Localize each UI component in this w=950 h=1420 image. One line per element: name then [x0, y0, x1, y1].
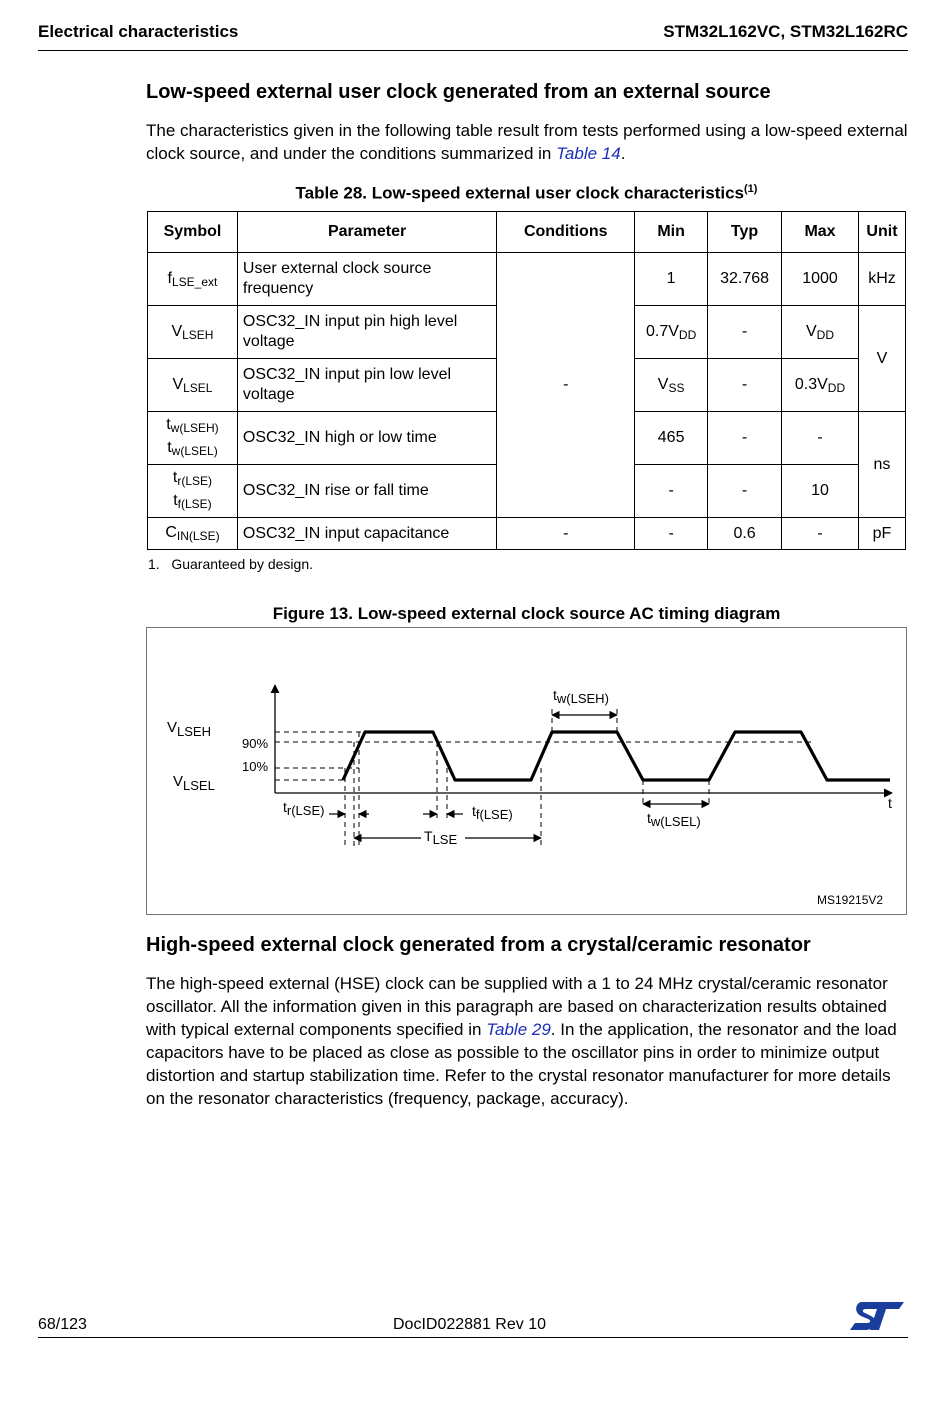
st-logo-icon	[848, 1300, 906, 1332]
footer-rule	[38, 1337, 908, 1338]
reference-dashed-lines	[275, 708, 815, 846]
parameter-cell: OSC32_IN input pin high level voltage	[237, 306, 496, 359]
min-cell: 465	[635, 412, 708, 465]
symbol-text-2: t	[167, 439, 172, 456]
parameter-cell: OSC32_IN input pin low level voltage	[237, 359, 496, 412]
parameter-cell: User external clock source frequency	[237, 253, 496, 306]
symbol-sub: LSEH	[182, 327, 214, 342]
parameter-cell: OSC32_IN high or low time	[237, 412, 496, 465]
max-text: V	[805, 322, 817, 340]
unit-merged-cell-v: V	[858, 306, 905, 412]
parameter-cell: OSC32_IN rise or fall time	[237, 465, 496, 518]
symbol-sub: IN(LSE)	[176, 529, 220, 543]
min-cell	[635, 359, 708, 412]
label-10pct: 10%	[242, 759, 269, 774]
max-cell: -	[782, 518, 859, 550]
max-cell: 10	[782, 465, 859, 518]
lse-intro-paragraph	[146, 119, 911, 165]
table28-footnote: 1. Guaranteed by design.	[148, 556, 313, 572]
col-header-conditions: Conditions	[497, 212, 635, 253]
figure13-caption: Figure 13. Low-speed external clock source AC timing diagram	[272, 604, 781, 623]
table28-caption-note: (1)	[744, 183, 758, 195]
symbol-text: f	[167, 269, 172, 287]
label-vlseh: VLSEH	[167, 719, 211, 739]
max-sub: DD	[816, 327, 834, 342]
symbol-cell	[148, 412, 238, 465]
col-header-parameter: Parameter	[237, 212, 496, 253]
min-cell	[635, 306, 708, 359]
page-number: 68/123	[38, 1316, 87, 1333]
symbol-sub-2: f(LSE)	[177, 497, 212, 511]
symbol-text: t	[166, 416, 171, 433]
clock-waveform	[343, 732, 890, 780]
symbol-text: V	[172, 375, 184, 393]
min-text: V	[657, 375, 669, 393]
symbol-sub: r(LSE)	[177, 474, 213, 488]
label-tr-lse: tr(LSE)	[283, 799, 325, 818]
symbol-cell	[148, 359, 238, 412]
timing-diagram-svg	[147, 628, 908, 916]
symbol-cell	[148, 253, 238, 306]
symbol-cell	[148, 465, 238, 518]
parameter-cell: OSC32_IN input capacitance	[237, 518, 496, 550]
table-row	[148, 518, 906, 550]
symbol-text: V	[171, 322, 183, 340]
max-sub: DD	[827, 380, 846, 395]
conditions-cell: -	[497, 518, 635, 550]
doc-id: DocID022881 Rev 10	[393, 1316, 546, 1333]
table28	[147, 211, 906, 550]
symbol-sub-2: w(LSEL)	[171, 444, 218, 458]
symbol-text: C	[165, 524, 177, 541]
label-90pct: 90%	[242, 736, 269, 751]
header-section-title: Electrical characteristics	[38, 22, 239, 41]
lse-heading: Low-speed external user clock generated from an external source	[146, 81, 771, 103]
label-tw-lsel: tw(LSEL)	[647, 810, 701, 829]
label-vlsel: VLSEL	[173, 773, 215, 793]
table-header-row	[148, 212, 906, 253]
symbol-text-2: t	[173, 492, 178, 509]
figure-code: MS19215V2	[817, 893, 884, 907]
hse-text-b: . In the application, the resonator and the load capacitors have to be placed as close as possible to the oscillator pins in order to minimize output distortion and startup stabilization time. Refer to the crystal resonator manufacturer for more details on the resonator characteristics (frequency, package, accuracy).	[146, 1020, 897, 1108]
label-tlse: TLSE	[424, 828, 458, 847]
min-cell: -	[635, 465, 708, 518]
table28-caption	[146, 183, 907, 204]
max-cell: 1000	[782, 253, 859, 306]
label-tw-lseh: tw(LSEH)	[553, 687, 609, 706]
hse-heading: High-speed external clock generated from a crystal/ceramic resonator	[146, 934, 811, 956]
max-text: 0.3V	[794, 375, 828, 393]
symbol-cell	[148, 306, 238, 359]
symbol-sub: w(LSEH)	[170, 421, 219, 435]
typ-cell: -	[708, 359, 782, 412]
typ-cell: 32.768	[708, 253, 782, 306]
typ-cell: -	[708, 465, 782, 518]
table28-caption-text: Table 28. Low-speed external user clock characteristics	[295, 183, 745, 203]
typ-cell: -	[708, 412, 782, 465]
header-rule	[38, 50, 908, 51]
table14-link[interactable]: Table 14	[556, 144, 621, 163]
figure13-timing-diagram	[146, 627, 907, 915]
max-cell: -	[782, 412, 859, 465]
header-part-numbers: STM32L162VC, STM32L162RC	[663, 22, 908, 41]
min-text: 0.7V	[645, 322, 679, 340]
col-header-unit: Unit	[858, 212, 905, 253]
min-cell: 1	[635, 253, 708, 306]
max-cell	[782, 359, 859, 412]
conditions-merged-cell: -	[497, 253, 635, 518]
hse-paragraph	[146, 972, 911, 1110]
symbol-cell	[148, 518, 238, 550]
label-time-axis: t	[888, 795, 892, 811]
col-header-max: Max	[782, 212, 859, 253]
min-sub: DD	[678, 327, 697, 342]
label-tf-lse: tf(LSE)	[472, 803, 513, 822]
lse-intro-end: .	[620, 144, 626, 163]
unit-cell: pF	[858, 518, 905, 550]
min-sub: SS	[668, 380, 685, 395]
symbol-text: t	[172, 469, 178, 486]
symbol-sub: LSE_ext	[172, 274, 218, 289]
table29-link[interactable]: Table 29	[486, 1020, 551, 1039]
typ-cell: 0.6	[708, 518, 782, 550]
col-header-min: Min	[635, 212, 708, 253]
symbol-sub: LSEL	[183, 380, 213, 395]
min-cell: -	[635, 518, 708, 550]
table-row	[148, 253, 906, 306]
lse-intro-text: The characteristics given in the following table result from tests performed using a low-speed external clock source, and under the conditions summarized in	[146, 121, 908, 163]
unit-cell: kHz	[858, 253, 905, 306]
col-header-typ: Typ	[708, 212, 782, 253]
col-header-symbol: Symbol	[148, 212, 238, 253]
hse-text-a: The high-speed external (HSE) clock can be supplied with a 1 to 24 MHz crystal/ceramic resonator oscillator. All the information given in this paragraph are based on characterization results obtained with typical external components specified in	[146, 974, 888, 1039]
typ-cell: -	[708, 306, 782, 359]
unit-merged-cell-ns: ns	[858, 412, 905, 518]
max-cell	[782, 306, 859, 359]
